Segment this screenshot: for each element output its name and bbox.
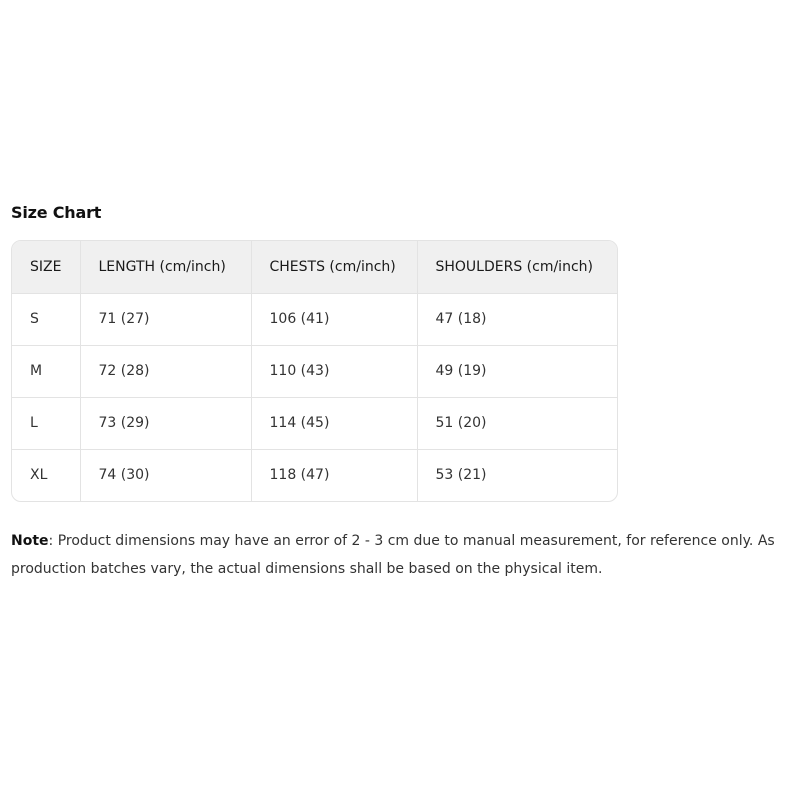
note-text: : Product dimensions may have an error of 2 - 3 cm due to manual measurement, for reference only. As production batches vary, the actual dimensions shall be based on the physical item.	[11, 533, 775, 577]
cell-shoulders: 49 (19)	[417, 345, 617, 397]
cell-chests: 106 (41)	[251, 293, 417, 345]
cell-chests: 114 (45)	[251, 397, 417, 449]
header-length: LENGTH (cm/inch)	[80, 241, 251, 293]
table-row	[12, 345, 617, 397]
header-size: SIZE	[12, 241, 80, 293]
measurement-note	[11, 527, 781, 583]
cell-length: 73 (29)	[80, 397, 251, 449]
cell-shoulders: 47 (18)	[417, 293, 617, 345]
size-chart-table	[12, 241, 617, 501]
table-row	[12, 449, 617, 501]
header-chests: CHESTS (cm/inch)	[251, 241, 417, 293]
table-row	[12, 293, 617, 345]
table-header-row	[12, 241, 617, 293]
cell-length: 74 (30)	[80, 449, 251, 501]
cell-shoulders: 51 (20)	[417, 397, 617, 449]
cell-length: 71 (27)	[80, 293, 251, 345]
header-shoulders: SHOULDERS (cm/inch)	[417, 241, 617, 293]
cell-chests: 118 (47)	[251, 449, 417, 501]
cell-chests: 110 (43)	[251, 345, 417, 397]
cell-length: 72 (28)	[80, 345, 251, 397]
cell-shoulders: 53 (21)	[435, 467, 487, 484]
note-label: Note	[11, 533, 49, 549]
cell-size: S	[12, 293, 80, 345]
size-chart-title: Size Chart	[11, 203, 102, 222]
cell-size: XL	[12, 449, 80, 501]
cell-size: M	[12, 345, 80, 397]
size-chart-table-container	[11, 240, 618, 502]
cell-size: L	[12, 397, 80, 449]
table-row	[12, 397, 617, 449]
